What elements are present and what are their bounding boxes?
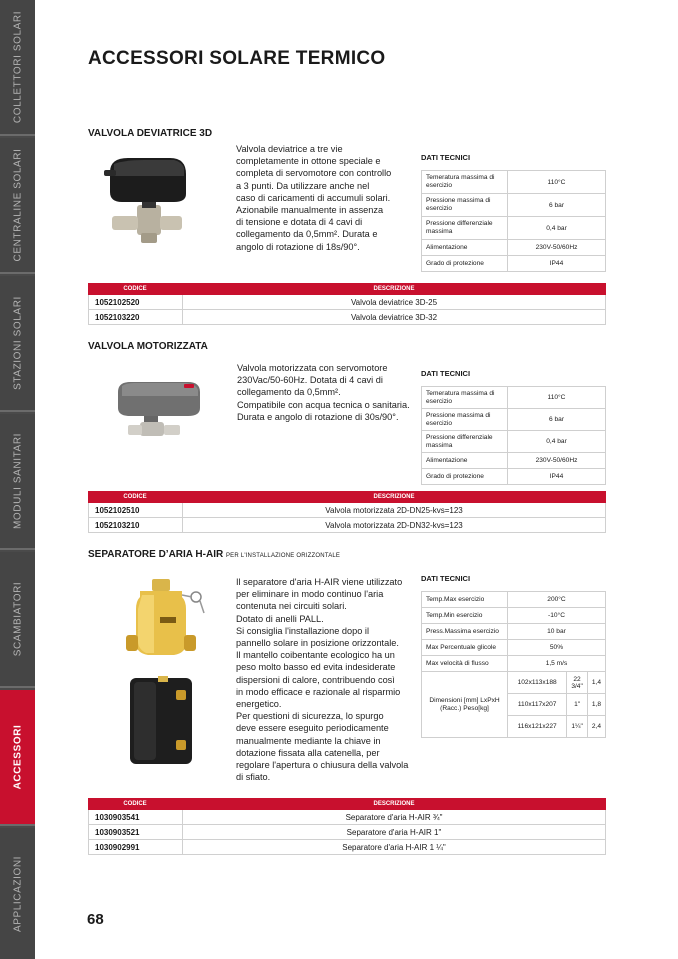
spec-value: 50% xyxy=(508,640,606,656)
spec-key: Max velocità di flusso xyxy=(422,656,508,672)
spec-row xyxy=(422,453,606,469)
spec-value: 0,4 bar xyxy=(508,217,606,240)
spec-value: -10°C xyxy=(508,608,606,624)
spec-row xyxy=(422,217,606,240)
spec-value: 110°C xyxy=(508,387,606,409)
section-title-text: SEPARATORE D’ARIA H-AIR xyxy=(88,549,224,560)
spec-value: 110°C xyxy=(508,171,606,194)
header-codice: CODICE xyxy=(123,286,147,292)
table-row xyxy=(88,825,606,840)
table-row xyxy=(88,810,606,825)
header-descrizione: DESCRIZIONE xyxy=(373,801,415,807)
description-cell: Valvola deviatrice 3D-25 xyxy=(350,297,438,307)
code-cell: 1052102520 xyxy=(89,295,183,309)
section-title-deviatrice xyxy=(88,128,212,139)
spec-row xyxy=(422,409,606,431)
description-cell: Valvola deviatrice 3D-32 xyxy=(350,312,438,322)
valvola-motorizzata-image xyxy=(114,378,206,440)
spec-value: 200°C xyxy=(508,592,606,608)
code-cell: 1030903541 xyxy=(89,810,183,824)
peso-cell: 1,4 xyxy=(587,672,605,694)
separatore-coibentato-image xyxy=(128,676,196,768)
description-motorizzata: Valvola motorizzata con servomotore 230Vac/50-60Hz. Dotata di 4 cavi di collegamento da 0,5mm². Compatibile con acqua tecnica o sanitaria. Durata e angolo di rotazione di 30s/90°. xyxy=(237,363,410,422)
table-row xyxy=(88,840,606,855)
spec-row xyxy=(422,608,606,624)
spec-table-deviatrice xyxy=(421,170,606,272)
spec-value: IP44 xyxy=(508,469,606,485)
valvola-deviatrice-image xyxy=(104,150,194,245)
sidebar xyxy=(0,0,35,959)
spec-key: Pressione massima di esercizio xyxy=(422,409,508,431)
spec-key: Temp.Min esercizio xyxy=(422,608,508,624)
spec-row xyxy=(422,640,606,656)
code-table-deviatrice xyxy=(88,283,606,325)
spec-row xyxy=(422,431,606,453)
tab-accessori[interactable] xyxy=(0,690,35,826)
tab-scambiatori[interactable] xyxy=(0,552,35,688)
description-cell: Valvola motorizzata 2D-DN25-kvs=123 xyxy=(325,505,463,515)
spec-value: 230V-50/60Hz xyxy=(508,453,606,469)
header-descrizione: DESCRIZIONE xyxy=(373,494,415,500)
spec-value: 230V-50/60Hz xyxy=(508,240,606,256)
spec-value: 6 bar xyxy=(508,194,606,217)
description-deviatrice: Valvola deviatrice a tre vie completamente in ottone speciale e completa di servomotore con controllo a 3 punti. Da utilizzare anche nel caso di caricamenti di accumuli solari. Azionabile manualmente in assenza di tensione e dotata di 4 cavi di collegamento da 0,5mm². Durata e angolo di rotazione di 18s/90°. xyxy=(236,144,392,252)
spec-key: Grado di protezione xyxy=(422,469,508,485)
spec-value: 10 bar xyxy=(508,624,606,640)
description-cell: Valvola motorizzata 2D-DN32-kvs=123 xyxy=(325,520,463,530)
code-table-motorizzata xyxy=(88,491,606,533)
racc-cell: 22 3/4" xyxy=(567,672,588,694)
code-cell: 1030903521 xyxy=(89,825,183,839)
spec-key: Alimentazione xyxy=(422,453,508,469)
spec-row xyxy=(422,256,606,272)
tab-centraline-solari[interactable] xyxy=(0,138,35,274)
page-title: ACCESSORI SOLARE TERMICO xyxy=(88,48,386,69)
tab-moduli-sanitari[interactable] xyxy=(0,414,35,550)
spec-key: Temp.Max esercizio xyxy=(422,592,508,608)
spec-key: Grado di protezione xyxy=(422,256,508,272)
dati-tecnici-label: DATI TECNICI xyxy=(421,153,471,162)
spec-key: Temeratura massima di esercizio xyxy=(422,171,508,194)
code-cell: 1052103210 xyxy=(89,518,183,532)
spec-key: Press.Massima esercizio xyxy=(422,624,508,640)
tab-label: COLLETTORI SOLARI xyxy=(12,10,23,124)
description-separatore: Il separatore d'aria H-AIR viene utilizzato per eliminare in modo continuo l'aria contenuta nei circuiti solari. Dotato di anelli PALL. Si consiglia l'installazione dopo il pannello solare in posizione orizzontale. Il mantello coibentante ecologico ha un peso molto basso ed evita indesiderate dispersioni di calore, contribuendo così in modo efficace e razionale al risparmio energetico. Per questioni di sicurezza, lo spurgo deve essere eseguito periodicamente manualmente mediante la chiave in dotazione fissata alla catenella, per regolare l'apertura o chiusura della valvola di sfiato. xyxy=(236,577,409,783)
dim-cell: 110x117x207 xyxy=(508,694,567,716)
table-row xyxy=(88,518,606,533)
spec-value: 6 bar xyxy=(508,409,606,431)
dim-cell: 102x113x188 xyxy=(508,672,567,694)
code-table-header xyxy=(88,283,606,295)
dati-tecnici-label: DATI TECNICI xyxy=(421,369,471,378)
header-codice: CODICE xyxy=(123,801,147,807)
spec-key-dimensions: Dimensioni [mm] LxPxH (Racc.) Peso[kg] xyxy=(422,672,508,738)
spec-key: Pressione differenziale massima xyxy=(422,217,508,240)
page-number: 68 xyxy=(87,911,104,928)
header-descrizione: DESCRIZIONE xyxy=(373,286,415,292)
spec-row xyxy=(422,592,606,608)
spec-row xyxy=(422,672,606,694)
description-cell: Separatore d'aria H-AIR 1 ¼" xyxy=(342,842,446,852)
racc-cell: 1¼" xyxy=(567,716,588,738)
section-title-separatore xyxy=(88,549,340,560)
code-cell: 1052102510 xyxy=(89,503,183,517)
code-cell: 1052103220 xyxy=(89,310,183,324)
section-title-motorizzata xyxy=(88,341,208,352)
section-subtitle: PER L'INSTALLAZIONE ORIZZONTALE xyxy=(225,553,341,559)
code-table-separatore xyxy=(88,798,606,855)
spec-key: Pressione differenziale massima xyxy=(422,431,508,453)
table-row xyxy=(88,295,606,310)
header-codice: CODICE xyxy=(123,494,147,500)
tab-collettori-solari[interactable] xyxy=(0,0,35,136)
spec-key: Pressione massima di esercizio xyxy=(422,194,508,217)
spec-value: 1,5 m/s xyxy=(508,656,606,672)
tab-label: STAZIONI SOLARI xyxy=(12,296,23,390)
tab-stazioni-solari[interactable] xyxy=(0,276,35,412)
description-cell: Separatore d'aria H-AIR 1" xyxy=(346,827,442,837)
peso-cell: 2,4 xyxy=(587,716,605,738)
dati-tecnici-label: DATI TECNICI xyxy=(421,574,471,583)
code-table-header xyxy=(88,798,606,810)
spec-table-motorizzata xyxy=(421,386,606,485)
tab-label: SCAMBIATORI xyxy=(12,581,23,657)
spec-row xyxy=(422,469,606,485)
code-table-header xyxy=(88,491,606,503)
spec-value: 0,4 bar xyxy=(508,431,606,453)
tab-label: ACCESSORI xyxy=(12,724,23,790)
tab-label: CENTRALINE SOLARI xyxy=(12,148,23,262)
spec-row xyxy=(422,171,606,194)
separatore-image xyxy=(124,577,214,667)
spec-key: Max Percentuale glicole xyxy=(422,640,508,656)
code-cell: 1030902991 xyxy=(89,840,183,854)
racc-cell: 1" xyxy=(567,694,588,716)
table-row xyxy=(88,503,606,518)
tab-label: MODULI SANITARI xyxy=(12,432,23,530)
spec-value: IP44 xyxy=(508,256,606,272)
spec-row xyxy=(422,624,606,640)
spec-row xyxy=(422,194,606,217)
tab-applicazioni[interactable] xyxy=(0,828,35,959)
tab-label: APPLICAZIONI xyxy=(12,855,23,932)
spec-row xyxy=(422,387,606,409)
peso-cell: 1,8 xyxy=(587,694,605,716)
spec-row xyxy=(422,656,606,672)
table-row xyxy=(88,310,606,325)
section-title-text: VALVOLA MOTORIZZATA xyxy=(88,341,208,352)
spec-key: Temeratura massima di esercizio xyxy=(422,387,508,409)
spec-key: Alimentazione xyxy=(422,240,508,256)
spec-table-separatore xyxy=(421,591,606,738)
description-cell: Separatore d'aria H-AIR ¾" xyxy=(345,812,443,822)
spec-row xyxy=(422,240,606,256)
section-title-text: VALVOLA DEVIATRICE 3D xyxy=(88,128,213,139)
dim-cell: 116x121x227 xyxy=(508,716,567,738)
